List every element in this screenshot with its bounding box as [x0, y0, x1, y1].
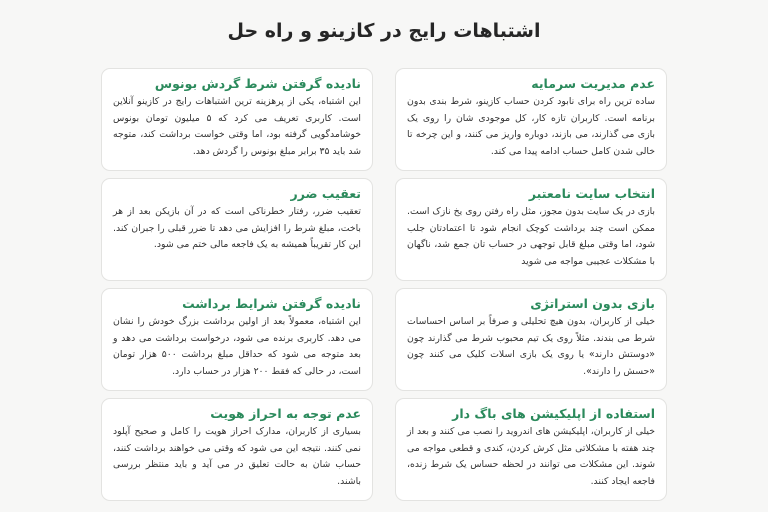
card-title: نادیده گرفتن شرایط برداشت [182, 296, 361, 311]
card-withdrawal-terms [101, 288, 373, 391]
card-body: این اشتباه، یکی از پرهزینه ترین اشتباهات رایج در کازینو آنلاین است. کاربری تعریف می کرد که ۵ میلیون تومان بونوس خوشامدگویی گرفته بود، اما وقتی خواست برداشت کند، متوجه شد باید ۳۵ برابر مبلغ بونوس را گردش دهد. [113, 96, 362, 157]
card-body: خیلی از کاربران، بدون هیچ تحلیلی و صرفاً بر اساس احساسات شرط می بندند. مثلاً روی یک تیم محبوب شرط می گذارند چون «دوستش دارند» یا روی یک بازی اسلات کلیک می کنند چون «حسش را دارند». [407, 316, 655, 377]
card-body: خیلی از کاربران، اپلیکیشن های اندروید را نصب می کنند و بعد از چند هفته با مشکلاتی مثل کرش کردن، کندی و قطعی مواجه می شوند. این مشکلات می توانند در لحظه حساس یک شرط زنده، فاجعه ایجاد کنند. [407, 426, 655, 487]
card-title: عدم توجه به احراز هویت [210, 406, 361, 421]
card-title: انتخاب سایت نامعتبر [528, 186, 655, 201]
card-body: این اشتباه، معمولاً بعد از اولین برداشت بزرگ خودش را نشان می دهد. کاربری برنده می شود، درخواست برداشت می دهد و بعد متوجه می شود که حداقل مبلغ برداشت ۵۰۰ هزار تومان است، در حالی که فقط ۲۰۰ هزار در حساب دارد. [113, 316, 362, 377]
card-kyc-verification [101, 398, 373, 501]
card-title: عدم مدیریت سرمایه [531, 76, 655, 91]
card-body: بسیاری از کاربران، مدارک احراز هویت را کامل و صحیح آپلود نمی کنند. نتیجه این می شود که وقتی می خواهند برداشت کنند، حساب شان به حالت تعلیق در می آید و باید منتظر بررسی باشند. [113, 426, 361, 487]
card-title: بازی بدون استراتژی [530, 296, 655, 311]
card-no-strategy [395, 288, 667, 391]
card-chasing-losses [101, 178, 373, 281]
card-title: نادیده گرفتن شرط گردش بونوس [154, 76, 361, 91]
card-buggy-apps [395, 398, 667, 501]
card-title: استفاده از اپلیکیشن های باگ دار [452, 406, 655, 421]
card-title: تعقیب ضرر [290, 186, 361, 201]
card-body: ساده ترین راه برای نابود کردن حساب کازینو، شرط بندی بدون برنامه است. کاربران تازه کار، کل موجودی شان را روی یک بازی می گذارند، می بازند، دوباره واریز می کنند، و این چرخه تا خالی شدن کامل حساب ادامه پیدا می کند. [407, 96, 655, 157]
page-title: اشتباهات رایج در کازینو و راه حل [227, 20, 541, 42]
card-body: تعقیب ضرر، رفتار خطرناکی است که در آن بازیکن بعد از هر باخت، مبلغ شرط را افزایش می دهد تا ضرر قبلی را جبران کند. این کار تقریباً همیشه به یک فاجعه مالی ختم می شود. [113, 206, 361, 250]
card-invalid-site [395, 178, 667, 281]
card-body: بازی در یک سایت بدون مجوز، مثل راه رفتن روی یخ نازک است. ممکن است چند برداشت کوچک انجام شود تا اعتمادتان جلب شود، اما وقتی مبلغ قابل توجهی در حساب تان جمع شد، ناگهان با مشکلات عجیبی مواجه می شوید [407, 206, 655, 267]
card-bonus-wagering [101, 68, 373, 171]
card-capital-management [395, 68, 667, 171]
cards-grid [101, 68, 667, 501]
